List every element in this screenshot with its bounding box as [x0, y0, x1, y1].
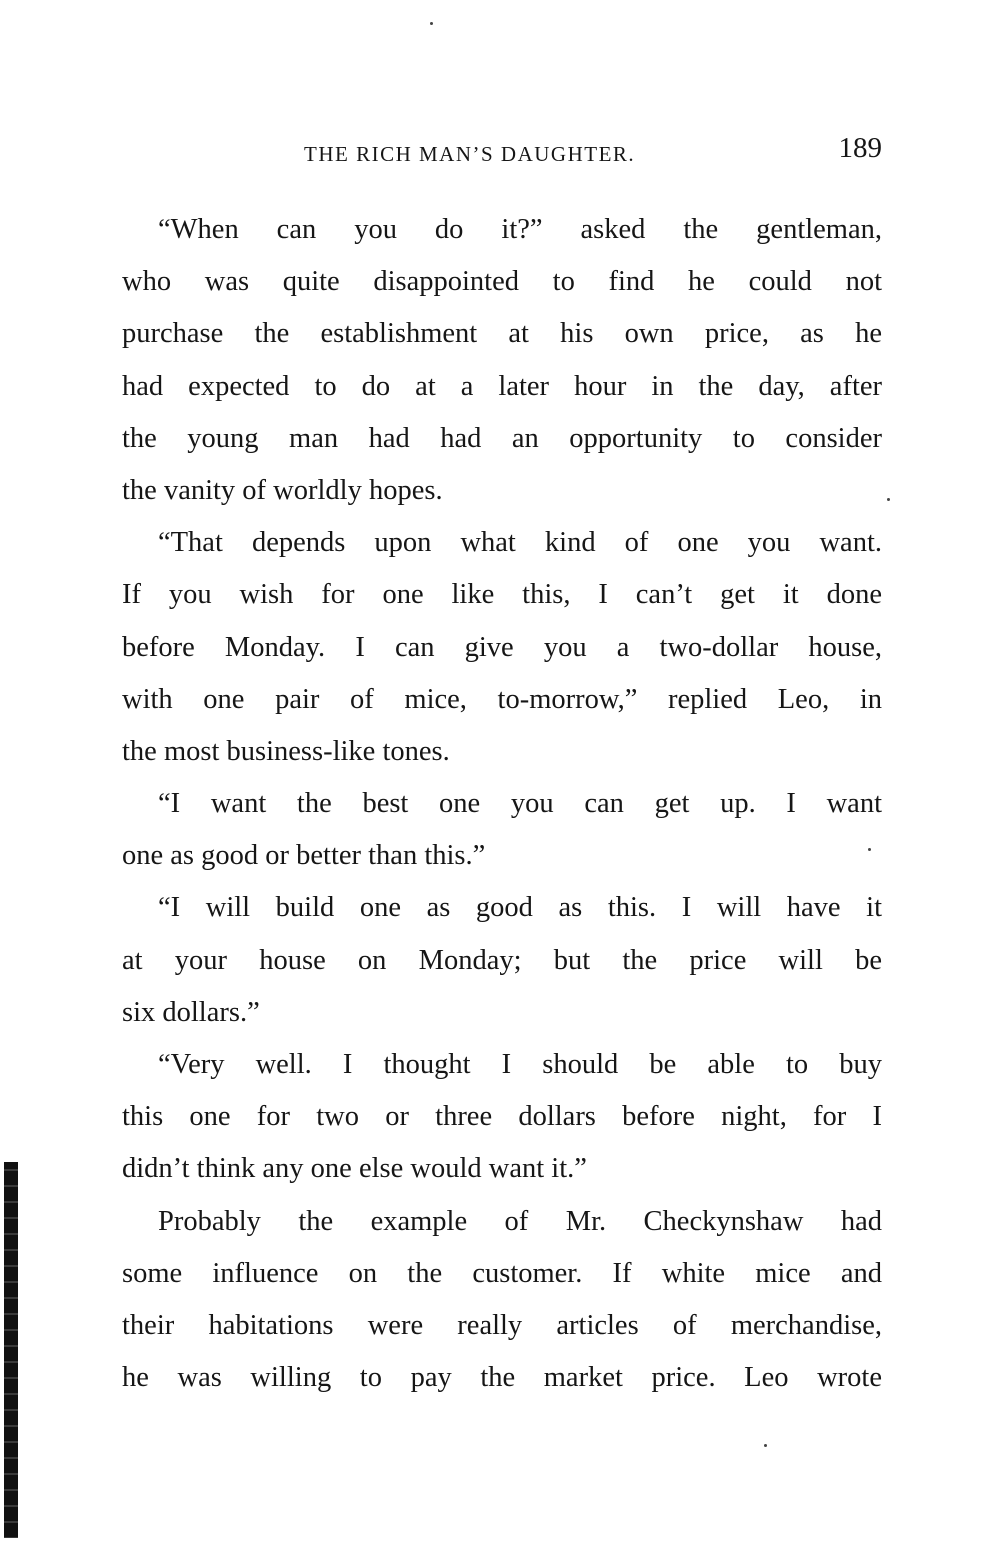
scan-speck: [887, 498, 890, 501]
scan-speck: [764, 1444, 767, 1447]
text-line: “I will build one as good as this. I will have it: [158, 892, 882, 924]
body-text: [122, 204, 882, 1404]
text-line: before Monday. I can give you a two-dollar house,: [122, 631, 882, 663]
text-line: with one pair of mice, to-morrow,” replied Leo, in: [122, 683, 882, 715]
text-line: “Very well. I thought I should be able to buy: [158, 1049, 882, 1080]
running-title: THE RICH MAN’S DAUGHTER.: [304, 142, 636, 166]
text-line: “That depends upon what kind of one you want.: [158, 527, 882, 559]
text-line: “When can you do it?” asked the gentleman,: [158, 214, 882, 245]
text-line: didn’t think any one else would want it.”: [122, 1153, 587, 1185]
page-number: 189: [838, 132, 882, 164]
running-head: [122, 132, 882, 172]
text-line: the vanity of worldly hopes.: [122, 474, 443, 506]
text-line: Probably the example of Mr. Checkynshaw had: [158, 1205, 882, 1237]
text-line: had expected to do at a later hour in the day, after: [122, 370, 882, 402]
text-line: the young man had had an opportunity to consider: [122, 422, 882, 454]
text-line: If you wish for one like this, I can’t get it done: [122, 579, 882, 611]
text-line: their habitations were really articles of merchandise,: [122, 1309, 882, 1341]
text-line: at your house on Monday; but the price will be: [122, 944, 882, 976]
text-line: purchase the establishment at his own price, as he: [122, 318, 882, 350]
text-line: “I want the best one you can get up. I want: [158, 788, 882, 820]
text-line: some influence on the customer. If white mice and: [122, 1257, 882, 1289]
scan-speck: [430, 22, 433, 25]
text-line: the most business-like tones.: [122, 735, 450, 767]
page-binding-edge: [4, 1162, 18, 1538]
text-line: who was quite disappointed to find he could not: [122, 266, 882, 298]
text-line: six dollars.”: [122, 996, 260, 1028]
text-line: one as good or better than this.”: [122, 840, 486, 872]
scan-speck: [868, 848, 871, 851]
text-line: he was willing to pay the market price. Leo wrote: [122, 1362, 882, 1394]
text-line: this one for two or three dollars before night, for I: [122, 1101, 882, 1133]
